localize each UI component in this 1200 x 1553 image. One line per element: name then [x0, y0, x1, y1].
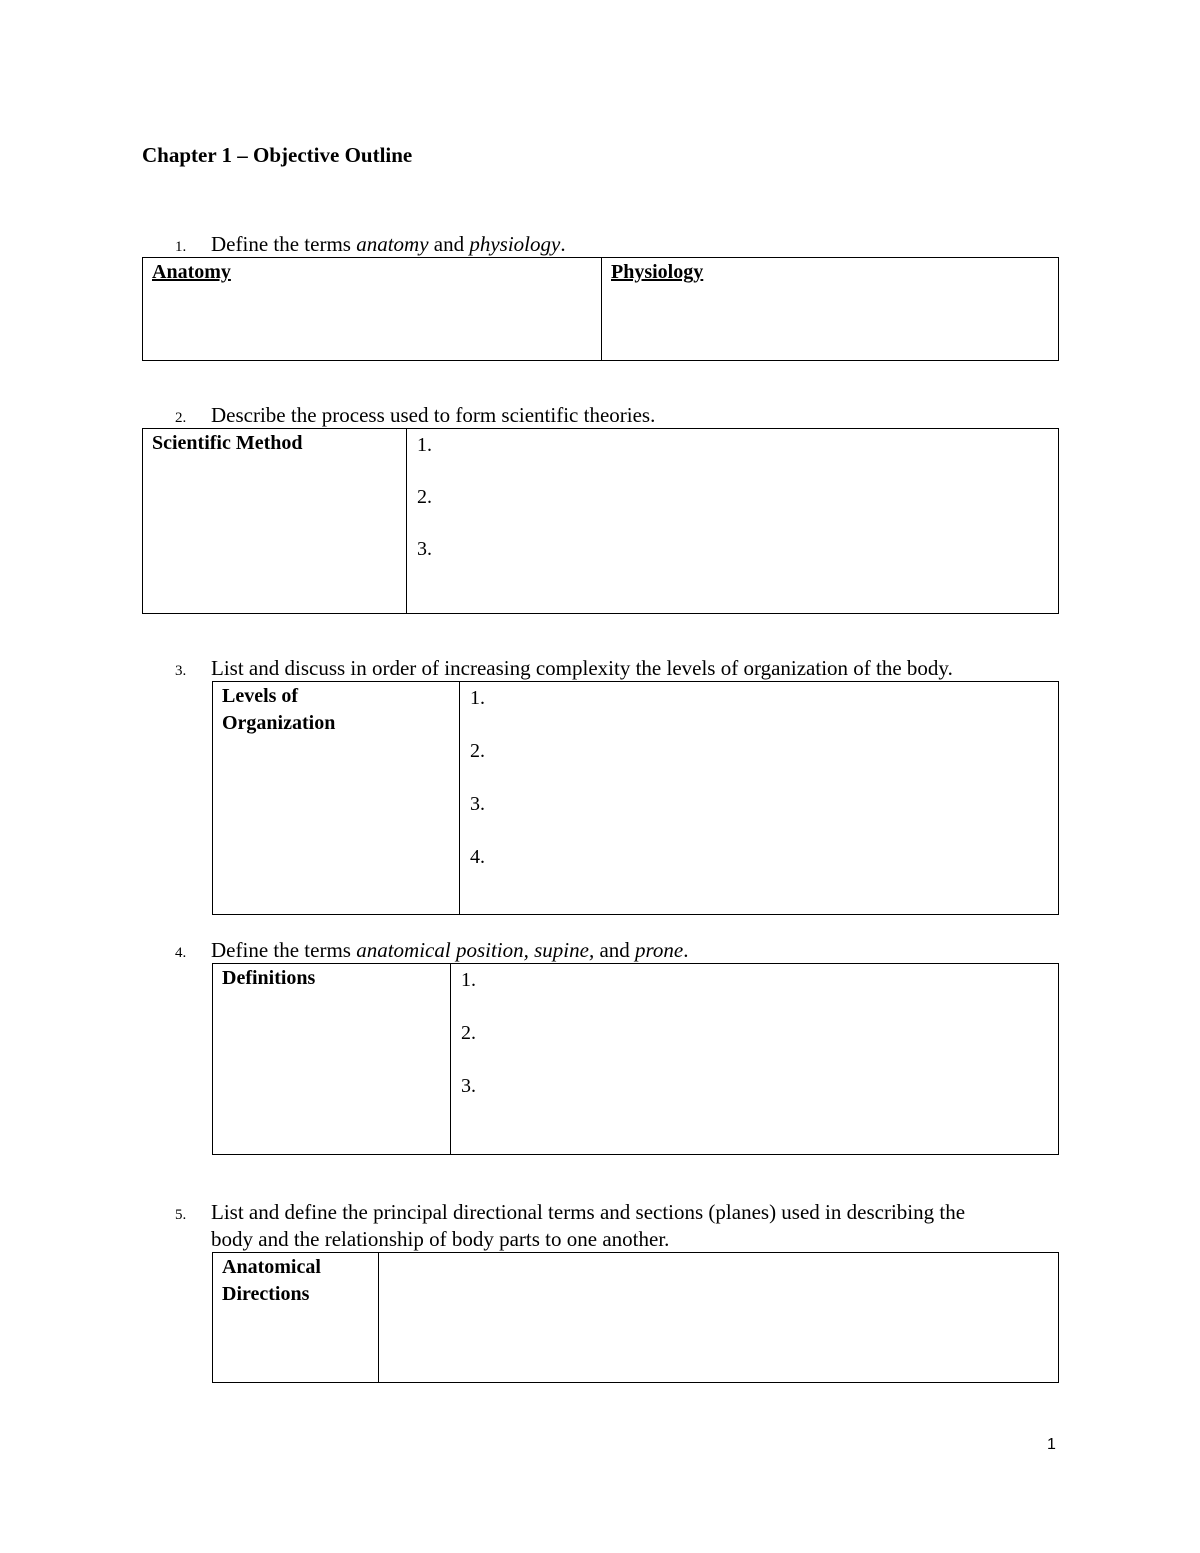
physiology-cell[interactable] — [602, 258, 1059, 361]
question-2-text: Describe the process used to form scientific theories. — [211, 403, 656, 427]
levels-label-line1: Levels of — [222, 685, 299, 707]
q3-item-2: 2. — [470, 740, 485, 762]
q2-item-1: 1. — [417, 434, 432, 456]
question-3-number: 3. — [175, 663, 187, 679]
anatomy-cell[interactable] — [143, 258, 602, 361]
q5-answer-cell[interactable] — [379, 1253, 1059, 1383]
question-5-text-line2: body and the relationship of body parts to one another. — [211, 1227, 670, 1251]
physiology-label: Physiology — [611, 261, 704, 283]
q5-table — [212, 1252, 1059, 1383]
scientific-method-cell — [143, 429, 407, 614]
definitions-cell — [213, 964, 451, 1155]
levels-label-line2: Organization — [222, 712, 336, 734]
q4-table — [212, 963, 1059, 1155]
q2-answer-cell[interactable] — [407, 429, 1059, 614]
q3-item-4: 4. — [470, 846, 485, 868]
levels-of-organization-cell — [213, 682, 460, 915]
q2-item-2: 2. — [417, 486, 432, 508]
anatomy-label: Anatomy — [152, 261, 231, 283]
question-5-number: 5. — [175, 1207, 187, 1223]
page-title: Chapter 1 – Objective Outline — [142, 143, 413, 167]
question-3-text: List and discuss in order of increasing complexity the levels of organization of the body. — [211, 656, 953, 680]
q4-item-2: 2. — [461, 1022, 476, 1044]
q2-table — [142, 428, 1059, 614]
directions-label-line1: Anatomical — [222, 1256, 321, 1278]
definitions-label: Definitions — [222, 967, 316, 989]
question-1-number: 1. — [175, 239, 187, 255]
question-2-number: 2. — [175, 410, 187, 426]
q3-table — [212, 681, 1059, 915]
q4-answer-cell[interactable] — [451, 964, 1059, 1155]
q2-item-3: 3. — [417, 538, 432, 560]
directions-label-line2: Directions — [222, 1283, 310, 1305]
scientific-method-label: Scientific Method — [152, 432, 303, 454]
page-number: 1 — [1047, 1436, 1056, 1453]
q3-answer-cell[interactable] — [460, 682, 1059, 915]
anatomical-directions-cell — [213, 1253, 379, 1383]
question-5-text-line1: List and define the principal directional terms and sections (planes) used in describing the — [211, 1200, 966, 1224]
q1-table — [142, 257, 1059, 361]
q3-item-1: 1. — [470, 687, 485, 709]
question-1-text: Define the terms anatomy and physiology. — [211, 232, 566, 256]
question-4-number: 4. — [175, 945, 187, 961]
q4-item-3: 3. — [461, 1075, 476, 1097]
question-4-text: Define the terms anatomical position, supine, and prone. — [211, 938, 689, 962]
q3-item-3: 3. — [470, 793, 485, 815]
q4-item-1: 1. — [461, 969, 476, 991]
